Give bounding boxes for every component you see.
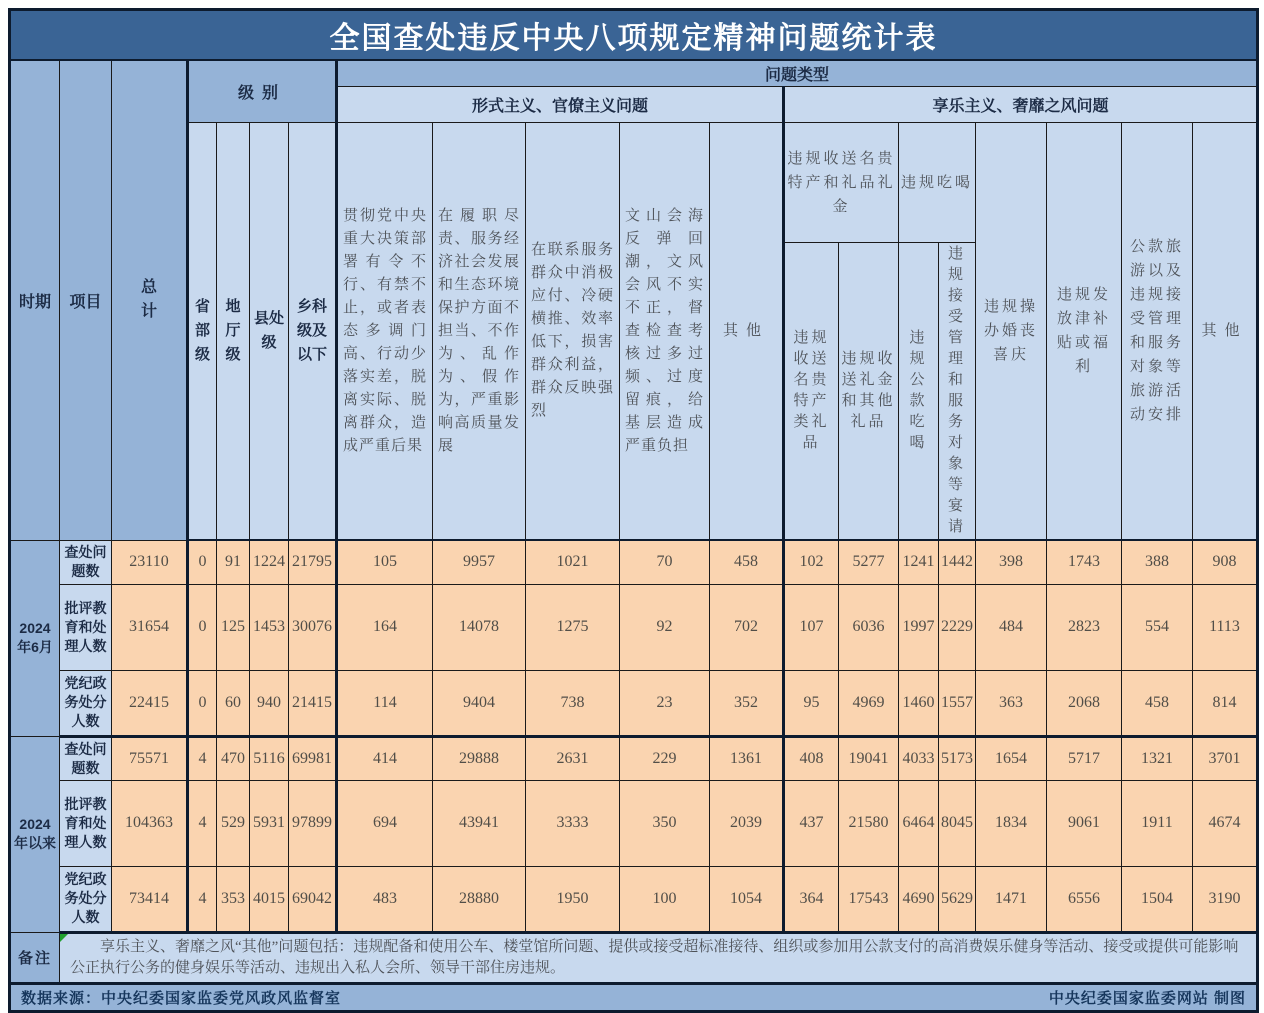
value-cell: 91	[217, 540, 250, 584]
value-cell: 22415	[112, 670, 188, 736]
col-header-total	[112, 60, 188, 540]
value-cell: 5717	[1047, 736, 1122, 780]
value-cell: 1321	[1122, 736, 1193, 780]
value-cell: 529	[217, 780, 250, 866]
col-header-formalism-other: 其他	[710, 123, 784, 541]
col-group-dining: 违规吃喝	[899, 123, 976, 243]
chart-credit: 中央纪委国家监委网站 制图	[1048, 989, 1246, 1007]
value-cell: 229	[620, 736, 710, 780]
value-cell: 28880	[433, 866, 526, 932]
cell-corner-marker-icon	[60, 934, 68, 942]
value-cell: 738	[526, 670, 620, 736]
value-cell: 1442	[939, 540, 976, 584]
col-group-hedonism: 享乐主义、奢靡之风问题	[784, 87, 1258, 123]
value-cell: 29888	[433, 736, 526, 780]
value-cell: 21415	[289, 670, 337, 736]
value-cell: 2823	[1047, 584, 1122, 670]
value-cell: 2068	[1047, 670, 1122, 736]
title-row	[10, 10, 1258, 61]
value-cell: 1504	[1122, 866, 1193, 932]
col-header-dining-banquets: 违规接受管理和服务对象等宴请	[939, 243, 976, 541]
col-header-formalism-duty: 在履职尽责、服务经济社会发展和生态环境保护方面不担当、不作为、乱作为、假作为，严重影响高质量发展	[433, 123, 526, 541]
col-header-total-label: 总计	[140, 279, 157, 321]
footer-row	[10, 983, 1258, 1011]
value-cell: 1021	[526, 540, 620, 584]
remark-row	[10, 932, 1258, 983]
value-cell: 398	[976, 540, 1047, 584]
col-group-formalism: 形式主义、官僚主义问题	[337, 87, 784, 123]
col-header-level-province: 省部级	[188, 123, 217, 541]
col-header-dining-public-funds: 违规公款吃喝	[899, 243, 939, 541]
col-header-public-travel: 公款旅游以及违规接受管理和服务对象等旅游活动安排	[1122, 123, 1193, 541]
value-cell: 2631	[526, 736, 620, 780]
value-cell: 1834	[976, 780, 1047, 866]
value-cell: 694	[337, 780, 433, 866]
value-cell: 814	[1193, 670, 1258, 736]
value-cell: 95	[784, 670, 839, 736]
value-cell: 4	[188, 866, 217, 932]
value-cell: 70	[620, 540, 710, 584]
value-cell: 107	[784, 584, 839, 670]
value-cell: 100	[620, 866, 710, 932]
value-cell: 483	[337, 866, 433, 932]
value-cell: 104363	[112, 780, 188, 866]
value-cell: 0	[188, 584, 217, 670]
remark-label: 备注	[10, 932, 60, 983]
value-cell: 105	[337, 540, 433, 584]
value-cell: 908	[1193, 540, 1258, 584]
value-cell: 1471	[976, 866, 1047, 932]
data-source: 数据来源：中央纪委国家监委党风政风监督室	[21, 989, 342, 1007]
value-cell: 364	[784, 866, 839, 932]
value-cell: 69981	[289, 736, 337, 780]
data-row	[10, 736, 1258, 780]
remark-text: 享乐主义、奢靡之风“其他”问题包括：违规配备和使用公车、楼堂馆所问题、提供或接受超标准接待、组织或参加用公款支付的高消费娱乐健身等活动、接受或提供可能影响公正执行公务的健身娱乐等活动、违规出入私人会所、领导干部住房违规。	[70, 938, 1239, 976]
value-cell: 114	[337, 670, 433, 736]
value-cell: 9957	[433, 540, 526, 584]
value-cell: 6464	[899, 780, 939, 866]
value-cell: 2039	[710, 780, 784, 866]
table-header	[10, 10, 1258, 541]
value-cell: 5931	[250, 780, 289, 866]
row-label: 批评教育和处理人数	[60, 780, 112, 866]
value-cell: 1361	[710, 736, 784, 780]
value-cell: 554	[1122, 584, 1193, 670]
value-cell: 69042	[289, 866, 337, 932]
value-cell: 458	[1122, 670, 1193, 736]
value-cell: 97899	[289, 780, 337, 866]
value-cell: 5116	[250, 736, 289, 780]
value-cell: 17543	[839, 866, 899, 932]
col-header-formalism-meetings: 文山会海反弹回潮，文风会风不实不正，督查检查考核过多过频、过度留痕，给基层造成严重负担	[620, 123, 710, 541]
data-row	[10, 670, 1258, 736]
col-header-gifts-specialty: 违规收送名贵特产类礼品	[784, 243, 839, 541]
data-row	[10, 584, 1258, 670]
value-cell: 5173	[939, 736, 976, 780]
col-header-gifts-cash: 违规收送礼金和其他礼品	[839, 243, 899, 541]
value-cell: 1743	[1047, 540, 1122, 584]
col-group-gifts: 违规收送名贵特产和礼品礼金	[784, 123, 899, 243]
value-cell: 1654	[976, 736, 1047, 780]
value-cell: 388	[1122, 540, 1193, 584]
statistics-table	[8, 8, 1259, 1013]
value-cell: 2229	[939, 584, 976, 670]
value-cell: 4969	[839, 670, 899, 736]
value-cell: 702	[710, 584, 784, 670]
value-cell: 1460	[899, 670, 939, 736]
value-cell: 353	[217, 866, 250, 932]
value-cell: 4	[188, 736, 217, 780]
value-cell: 4	[188, 780, 217, 866]
value-cell: 350	[620, 780, 710, 866]
value-cell: 1224	[250, 540, 289, 584]
value-cell: 1054	[710, 866, 784, 932]
value-cell: 19041	[839, 736, 899, 780]
value-cell: 4033	[899, 736, 939, 780]
value-cell: 1241	[899, 540, 939, 584]
col-header-level-township: 乡科级及以下	[289, 123, 337, 541]
col-group-level: 级别	[188, 60, 337, 123]
col-group-problem-type: 问题类型	[337, 60, 1258, 87]
value-cell: 1950	[526, 866, 620, 932]
table-title: 全国查处违反中央八项规定精神问题统计表	[10, 10, 1258, 61]
value-cell: 43941	[433, 780, 526, 866]
value-cell: 73414	[112, 866, 188, 932]
value-cell: 0	[188, 670, 217, 736]
value-cell: 14078	[433, 584, 526, 670]
value-cell: 92	[620, 584, 710, 670]
col-header-hedonism-other: 其他	[1193, 123, 1258, 541]
remark-cell	[60, 932, 1258, 983]
value-cell: 1275	[526, 584, 620, 670]
value-cell: 0	[188, 540, 217, 584]
footer-content	[21, 987, 1246, 1008]
col-header-formalism-policy: 贯彻党中央重大决策部署有令不行、有禁不止，或者表态多调门高、行动少落实差，脱离实际、脱离群众，造成严重后果	[337, 123, 433, 541]
col-header-formalism-masses: 在联系服务群众中消极应付、冷硬横推、效率低下，损害群众利益，群众反映强烈	[526, 123, 620, 541]
value-cell: 484	[976, 584, 1047, 670]
value-cell: 30076	[289, 584, 337, 670]
value-cell: 75571	[112, 736, 188, 780]
value-cell: 3190	[1193, 866, 1258, 932]
value-cell: 470	[217, 736, 250, 780]
table-body	[10, 540, 1258, 932]
col-header-level-county: 县处级	[250, 123, 289, 541]
value-cell: 1997	[899, 584, 939, 670]
period-cell: 2024年6月	[10, 540, 60, 736]
statistics-sheet	[8, 8, 1256, 1013]
table-notes	[10, 932, 1258, 1011]
value-cell: 352	[710, 670, 784, 736]
value-cell: 1113	[1193, 584, 1258, 670]
value-cell: 125	[217, 584, 250, 670]
value-cell: 4015	[250, 866, 289, 932]
value-cell: 940	[250, 670, 289, 736]
value-cell: 414	[337, 736, 433, 780]
value-cell: 60	[217, 670, 250, 736]
value-cell: 6556	[1047, 866, 1122, 932]
col-header-wedding-funeral: 违规操办婚丧喜庆	[976, 123, 1047, 541]
row-label: 党纪政务处分人数	[60, 866, 112, 932]
footer-bar	[10, 983, 1258, 1011]
value-cell: 21580	[839, 780, 899, 866]
value-cell: 437	[784, 780, 839, 866]
period-cell: 2024年以来	[10, 736, 60, 932]
value-cell: 4690	[899, 866, 939, 932]
value-cell: 8045	[939, 780, 976, 866]
row-label: 批评教育和处理人数	[60, 584, 112, 670]
value-cell: 102	[784, 540, 839, 584]
col-header-allowances: 违规发放津补贴或福利	[1047, 123, 1122, 541]
col-header-level-prefecture: 地厅级	[217, 123, 250, 541]
data-row	[10, 866, 1258, 932]
value-cell: 9061	[1047, 780, 1122, 866]
row-label: 查处问题数	[60, 736, 112, 780]
value-cell: 1911	[1122, 780, 1193, 866]
row-label: 查处问题数	[60, 540, 112, 584]
value-cell: 23	[620, 670, 710, 736]
value-cell: 408	[784, 736, 839, 780]
value-cell: 9404	[433, 670, 526, 736]
value-cell: 3701	[1193, 736, 1258, 780]
value-cell: 1453	[250, 584, 289, 670]
value-cell: 164	[337, 584, 433, 670]
value-cell: 4674	[1193, 780, 1258, 866]
value-cell: 1557	[939, 670, 976, 736]
value-cell: 363	[976, 670, 1047, 736]
value-cell: 6036	[839, 584, 899, 670]
value-cell: 5629	[939, 866, 976, 932]
value-cell: 5277	[839, 540, 899, 584]
col-header-item: 项目	[60, 60, 112, 540]
value-cell: 31654	[112, 584, 188, 670]
value-cell: 3333	[526, 780, 620, 866]
value-cell: 21795	[289, 540, 337, 584]
data-row	[10, 540, 1258, 584]
col-header-period: 时期	[10, 60, 60, 540]
value-cell: 23110	[112, 540, 188, 584]
row-label: 党纪政务处分人数	[60, 670, 112, 736]
value-cell: 458	[710, 540, 784, 584]
data-row	[10, 780, 1258, 866]
